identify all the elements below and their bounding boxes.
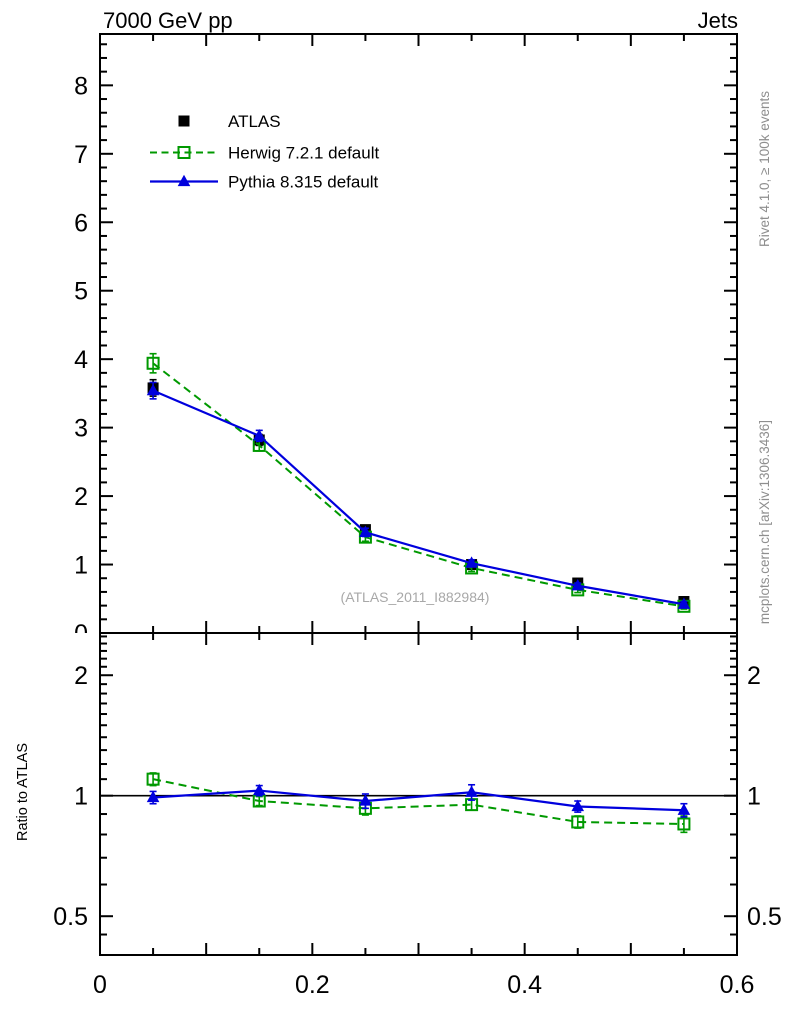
rivet-version-label: Rivet 4.1.0, ≥ 100k events — [757, 91, 772, 247]
legend — [150, 112, 379, 192]
herwig-line — [153, 363, 684, 606]
y-axis-tick-label: 3 — [74, 414, 88, 443]
legend-marker-sample — [179, 116, 190, 127]
y-axis-tick-label: 5 — [74, 277, 88, 306]
legend-label-pythia: Pythia 8.315 default — [228, 172, 379, 192]
analysis-group-label: Jets — [697, 8, 738, 33]
y-axis-tick-label: 2 — [74, 483, 88, 512]
mcplots-attribution-label: mcplots.cern.ch [arXiv:1306.3436] — [757, 419, 772, 625]
y-axis-tick-label: 6 — [74, 209, 88, 238]
page-title: 7000 GeV pp — [103, 8, 233, 33]
pythia-line — [153, 391, 684, 605]
analysis-watermark: (ATLAS_2011_I882984) — [340, 589, 490, 605]
x-axis-tick-label: 0.2 — [294, 971, 330, 999]
x-axis-tick-label: 0.4 — [507, 971, 543, 999]
y-axis-tick-label: 7 — [74, 140, 88, 169]
chart-layer — [0, 34, 786, 999]
ratio-y-tick-label-right: 0.5 — [747, 903, 782, 932]
ratio-y-axis-title: Ratio to ATLAS — [15, 742, 31, 842]
legend-label-herwig: Herwig 7.2.1 default — [228, 143, 380, 163]
ratio-y-tick-label-left: 0.5 — [53, 903, 88, 932]
ratio-y-tick-label-right: 1 — [747, 782, 761, 811]
x-axis-tick-label: 0 — [93, 971, 107, 999]
y-axis-tick-label: 4 — [74, 346, 88, 375]
ratio-y-tick-label-right: 2 — [747, 662, 761, 691]
ratio-y-tick-label-left: 1 — [74, 782, 88, 811]
legend-markers — [150, 116, 218, 187]
ratio-y-tick-label-left: 2 — [74, 662, 88, 691]
y-axis-tick-label: 1 — [74, 551, 88, 580]
main-panel-frame — [100, 34, 737, 633]
legend-label-atlas: ATLAS — [228, 112, 281, 131]
x-axis-tick-label: 0.6 — [719, 971, 755, 999]
y-axis-tick-label: 8 — [74, 72, 88, 101]
ratio-panel-background — [0, 633, 786, 955]
